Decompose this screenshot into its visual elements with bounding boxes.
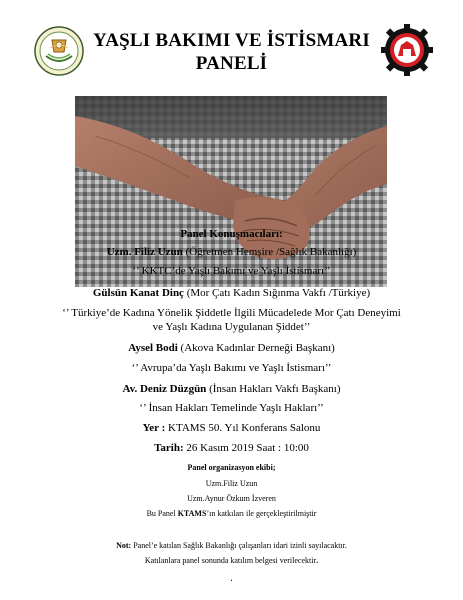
speaker-role: (İnsan Hakları Vakfı Başkanı) (206, 383, 341, 395)
credit-suffix: ’ın katkıları ile gerçekleştirilmiştir (206, 509, 317, 518)
page-title: YAŞLI BAKIMI VE İSTİSMARI (93, 30, 370, 51)
credit-prefix: Bu Panel (146, 509, 178, 518)
speaker-topic: ‘’ KKTC’de Yaşlı Bakımı ve Yaşlı İstismarı’’ (132, 265, 331, 277)
speaker-1 (0, 246, 463, 258)
venue-value: KTAMS 50. Yıl Konferans Salonu (165, 422, 321, 434)
speaker-role: (Öğretmen Hemşire /Sağlık Bakanlığı) (182, 246, 357, 258)
note-line-2 (0, 556, 463, 565)
credit-org: KTAMS (177, 509, 207, 518)
note-text: Panel’e katılan Sağlık Bakanlığı çalışanları idari izinli sayılacaktır. (131, 541, 347, 550)
trailing-dot: . (230, 574, 233, 583)
organizers-credit (0, 509, 463, 518)
note-period: . (316, 556, 319, 565)
speaker-role: (Akova Kadınlar Derneği Başkanı) (177, 342, 335, 354)
venue (0, 422, 463, 434)
speaker-name: Uzm. Filiz Uzun (106, 246, 183, 258)
speaker-name: Gülsün Kanat Dinç (92, 287, 184, 299)
page-title-line2: PANELİ (195, 53, 268, 74)
speaker-topic: ‘’ Türkiye’de Kadına Yönelik Şiddetle İlgili Mücadelede Mor Çatı Deneyimi (62, 307, 401, 319)
organizers-heading: Panel organizasyon ekibi; (187, 463, 276, 472)
speaker-3 (0, 342, 463, 354)
venue-label: Yer : (142, 422, 166, 434)
speaker-topic: ‘’ Avrupa’da Yaşlı Bakımı ve Yaşlı İstismarı’’ (131, 362, 332, 374)
date-label: Tarih: (154, 442, 184, 454)
speaker-2 (0, 287, 463, 299)
speaker-name: Aysel Bodi (128, 342, 178, 354)
speaker-role: (Mor Çatı Kadın Sığınma Vakfı /Türkiye) (183, 287, 371, 299)
speaker-4 (0, 383, 463, 395)
date-time (0, 442, 463, 454)
note-label: Not: (116, 541, 132, 550)
organizer-member: Uzm.Filiz Uzun (205, 479, 258, 488)
elderly-hands-photo (75, 96, 387, 287)
speakers-heading: Panel Konuşmacıları: (180, 228, 283, 240)
note-text-2: Katılanlara panel sonunda katılım belgesi verilecektir (144, 556, 317, 565)
speaker-topic: ‘’ İnsan Hakları Temelinde Yaşlı Hakları’’ (139, 402, 324, 414)
speaker-name: Av. Deniz Düzgün (122, 383, 207, 395)
organizer-member: Uzm.Aynur Özkum İzveren (187, 494, 276, 503)
note-line-1 (0, 541, 463, 550)
date-value: 26 Kasım 2019 Saat : 10:00 (183, 442, 309, 454)
speaker-topic-line2: ve Yaşlı Kadına Uygulanan Şiddet’’ (152, 321, 311, 333)
